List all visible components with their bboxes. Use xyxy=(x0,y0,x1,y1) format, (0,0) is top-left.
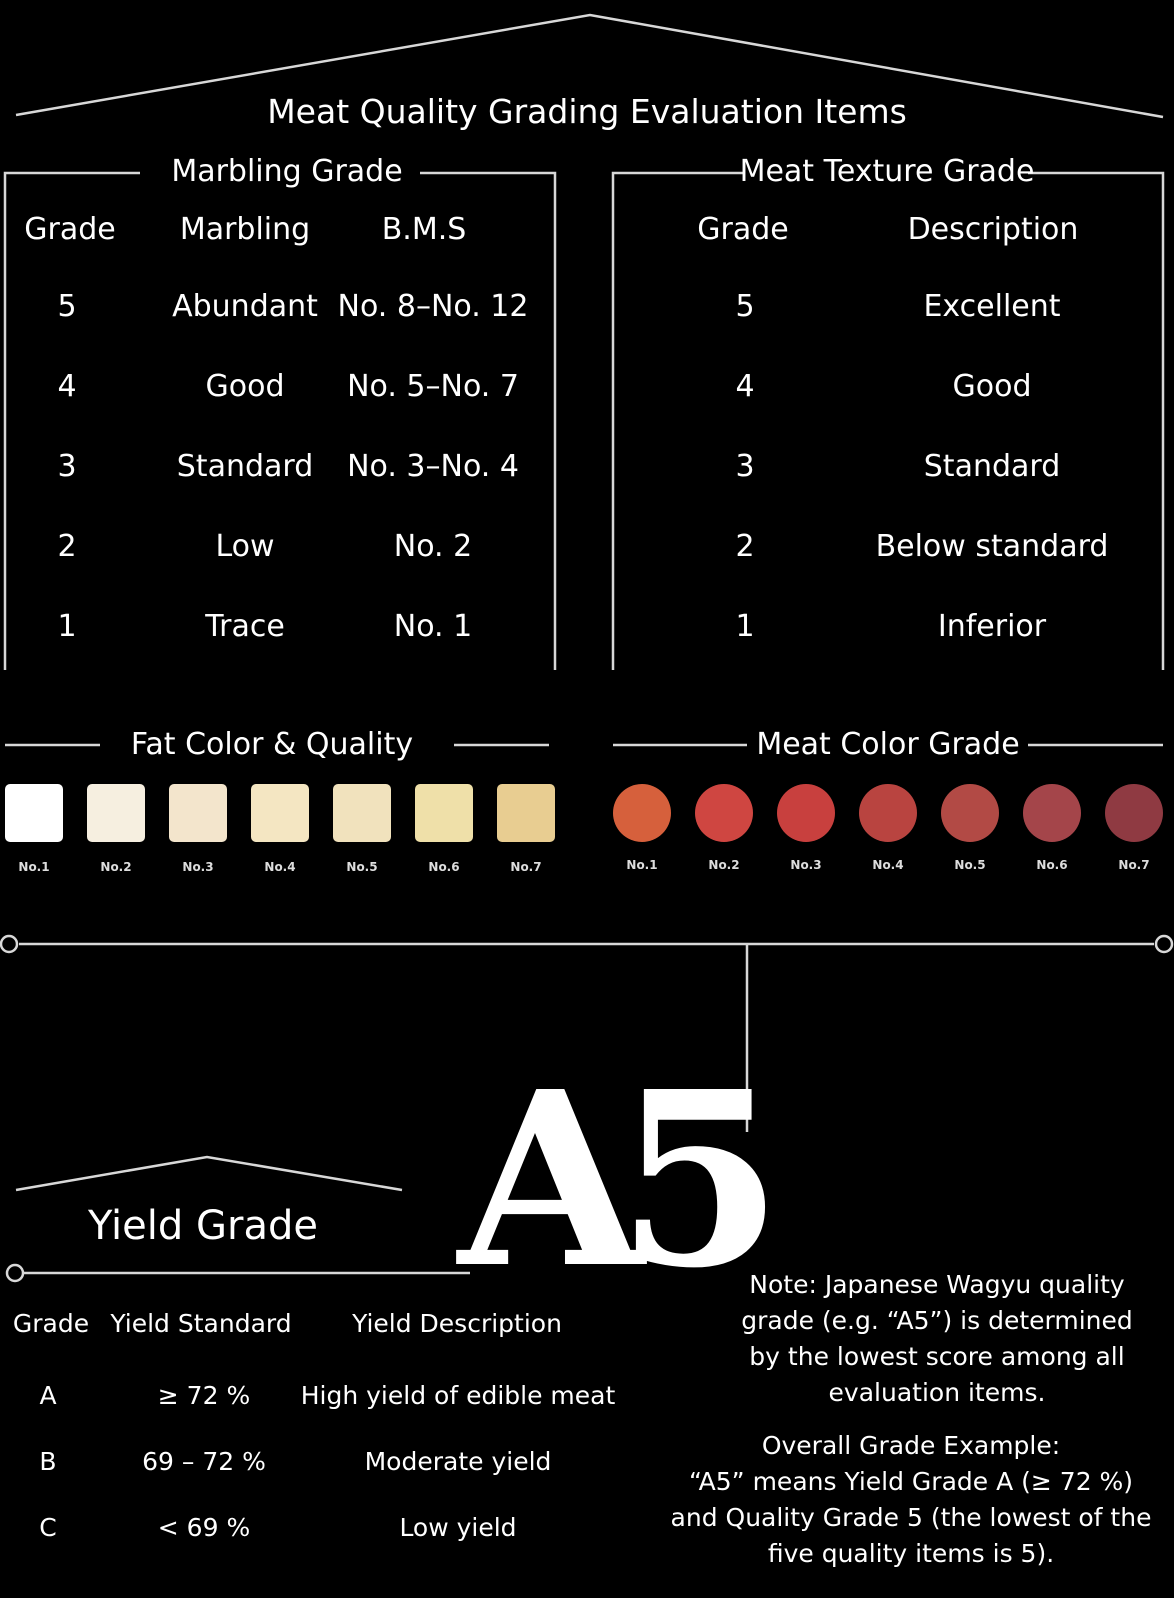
fat-color-label: No.2 xyxy=(100,860,132,874)
meat-color-label: No.7 xyxy=(1118,858,1150,872)
note-line: grade (e.g. “A5”) is determined xyxy=(741,1306,1133,1335)
fat-color-swatch xyxy=(333,784,391,842)
a5-emblem xyxy=(458,1039,778,1321)
marbling-row-marbling: Good xyxy=(205,369,285,404)
fat-color-label: No.6 xyxy=(428,860,460,874)
texture-row-grade: 5 xyxy=(735,289,755,324)
marbling-row-grade: 5 xyxy=(57,289,77,324)
marbling-row-bms: No. 2 xyxy=(393,529,473,564)
yield-grade-title: Yield Grade xyxy=(88,1203,318,1249)
marbling-row-bms: No. 8–No. 12 xyxy=(337,289,529,324)
note-line: Note: Japanese Wagyu quality xyxy=(749,1270,1125,1299)
a5-emblem-text: A5 xyxy=(458,1039,756,1321)
texture-row-description: Excellent xyxy=(923,289,1061,324)
fat-color-swatch xyxy=(251,784,309,842)
marbling-grade-title: Marbling Grade xyxy=(171,154,403,189)
yield-row-description: High yield of edible meat xyxy=(300,1381,616,1410)
meat-color-swatch xyxy=(777,784,835,842)
marbling-row-marbling: Standard xyxy=(176,449,314,484)
meat-color-swatch xyxy=(1105,784,1163,842)
fat-color-label: No.5 xyxy=(346,860,378,874)
marbling-row-bms: No. 3–No. 4 xyxy=(347,449,519,484)
marbling-header-marbling: Marbling xyxy=(179,212,311,247)
example-line: Overall Grade Example: xyxy=(761,1431,1061,1460)
meat-color-swatch xyxy=(859,784,917,842)
texture-row-grade: 4 xyxy=(735,369,755,404)
meat-color-title: Meat Color Grade xyxy=(756,727,1020,762)
meat-color-label: No.2 xyxy=(708,858,740,872)
texture-row-description: Standard xyxy=(923,449,1061,484)
fat-color-swatch xyxy=(5,784,63,842)
yield-header-grade: Grade xyxy=(12,1309,90,1338)
meat-color-label: No.6 xyxy=(1036,858,1068,872)
example-text xyxy=(671,1428,1152,1572)
meat-color-swatch xyxy=(613,784,671,842)
example-line: five quality items is 5). xyxy=(767,1539,1055,1568)
example-line: and Quality Grade 5 (the lowest of the xyxy=(670,1503,1152,1532)
note-text xyxy=(741,1267,1132,1411)
meat-color-swatch xyxy=(1023,784,1081,842)
yield-row-grade: A xyxy=(39,1381,57,1410)
fat-color-swatch xyxy=(415,784,473,842)
meat-color-label: No.4 xyxy=(872,858,904,872)
marbling-row-grade: 3 xyxy=(57,449,77,484)
marbling-row-bms: No. 1 xyxy=(393,609,473,644)
texture-grade-title: Meat Texture Grade xyxy=(739,154,1035,189)
marbling-header-bms: B.M.S xyxy=(381,212,467,247)
texture-header-description: Description xyxy=(907,212,1079,247)
texture-row-description: Inferior xyxy=(937,609,1047,644)
fat-color-swatch xyxy=(169,784,227,842)
marbling-header-grade: Grade xyxy=(24,212,116,247)
yield-row-grade: B xyxy=(39,1447,57,1476)
marbling-row-marbling: Abundant xyxy=(172,289,318,324)
texture-row-description: Below standard xyxy=(875,529,1109,564)
texture-row-grade: 2 xyxy=(735,529,755,564)
meat-color-label: No.1 xyxy=(626,858,658,872)
meat-color-swatch xyxy=(695,784,753,842)
yield-row-standard: < 69 % xyxy=(157,1513,251,1542)
meat-color-label: No.3 xyxy=(790,858,822,872)
yield-row-standard: ≥ 72 % xyxy=(157,1381,251,1410)
page-title: Meat Quality Grading Evaluation Items xyxy=(267,92,907,131)
fat-color-title: Fat Color & Quality xyxy=(130,727,414,762)
yield-row-standard: 69 – 72 % xyxy=(142,1447,266,1476)
yield-header-standard: Yield Standard xyxy=(110,1309,292,1338)
fat-color-swatch xyxy=(87,784,145,842)
texture-row-grade: 1 xyxy=(735,609,755,644)
meat-color-label: No.5 xyxy=(954,858,986,872)
note-line: evaluation items. xyxy=(828,1378,1046,1407)
fat-color-swatch xyxy=(497,784,555,842)
note-line: by the lowest score among all xyxy=(749,1342,1125,1371)
yield-header-description: Yield Description xyxy=(352,1309,562,1338)
marbling-row-grade: 4 xyxy=(57,369,77,404)
yield-row-description: Moderate yield xyxy=(364,1447,552,1476)
marbling-row-marbling: Low xyxy=(215,529,275,564)
texture-header-grade: Grade xyxy=(697,212,789,247)
marbling-row-grade: 2 xyxy=(57,529,77,564)
yield-row-description: Low yield xyxy=(399,1513,517,1542)
fat-color-label: No.4 xyxy=(264,860,296,874)
example-line: “A5” means Yield Grade A (≥ 72 %) xyxy=(688,1467,1134,1496)
meat-color-swatch xyxy=(941,784,999,842)
marbling-row-marbling: Trace xyxy=(205,609,285,644)
fat-color-label: No.7 xyxy=(510,860,542,874)
yield-row-grade: C xyxy=(39,1513,57,1542)
marbling-row-bms: No. 5–No. 7 xyxy=(347,369,519,404)
texture-row-grade: 3 xyxy=(735,449,755,484)
texture-row-description: Good xyxy=(952,369,1032,404)
fat-color-label: No.1 xyxy=(18,860,50,874)
marbling-row-grade: 1 xyxy=(57,609,77,644)
fat-color-label: No.3 xyxy=(182,860,214,874)
